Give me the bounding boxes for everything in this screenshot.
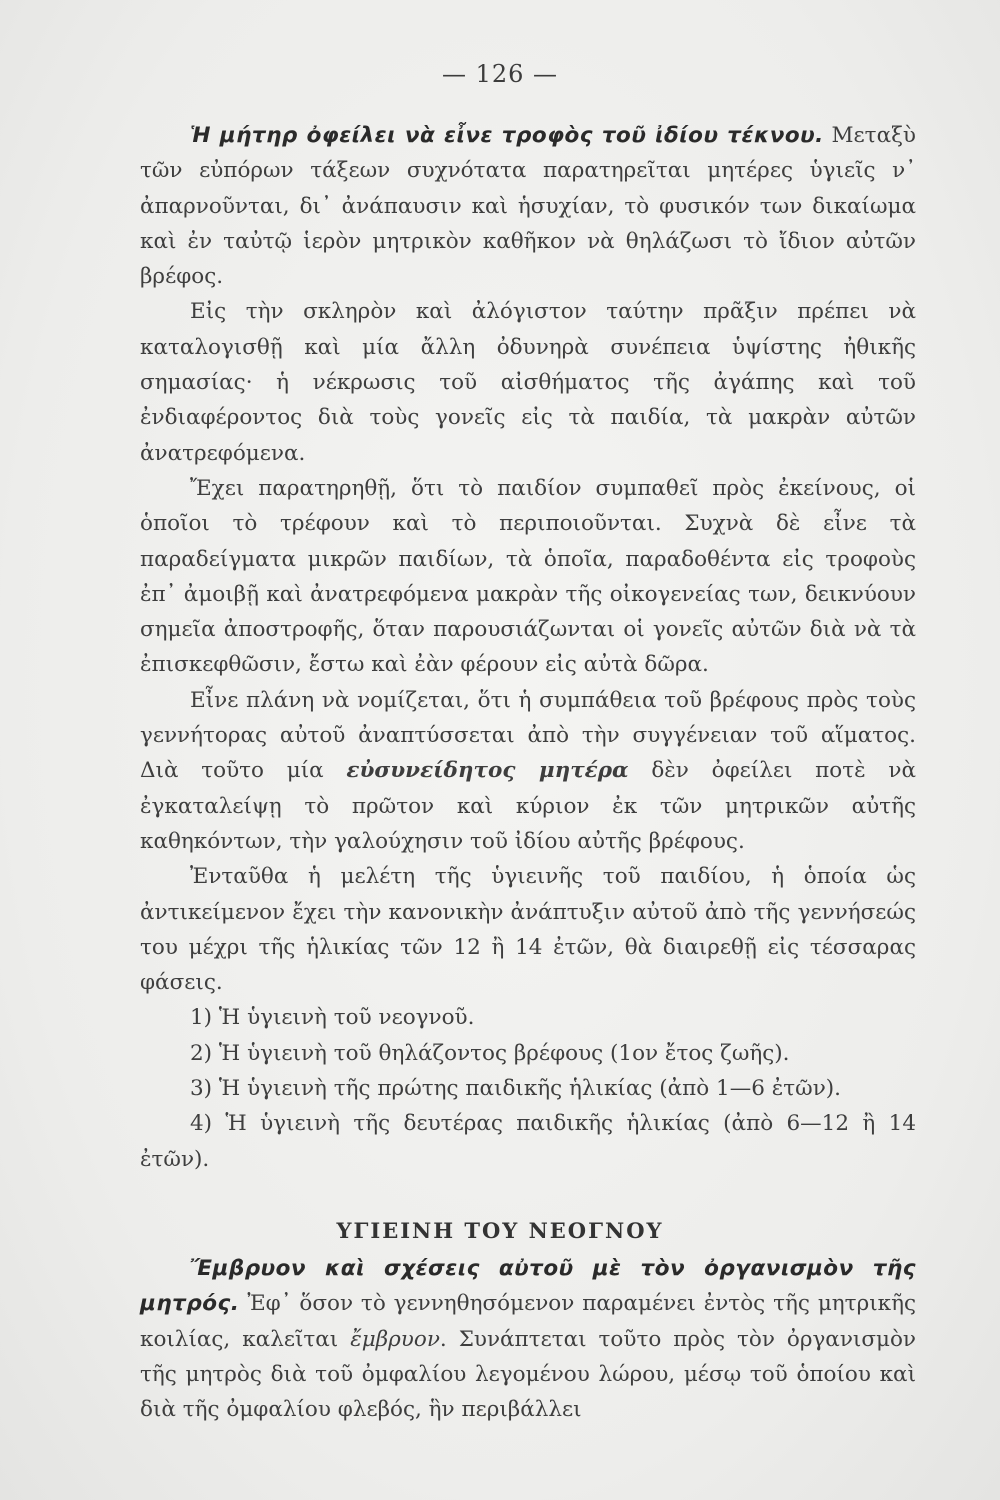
paragraph-lead-heading: Ἔμβρυον καὶ σχέσεις αὐτοῦ μὲ τὸν ὀργανισμὸν τῆς μητρός.	[140, 1256, 916, 1317]
paragraph-text: Εἶνε πλάνη νὰ νομίζεται, ὅτι ἡ συμπάθεια τοῦ βρέφους πρὸς τοὺς γεννήτορας αὐτοῦ ἀναπτύσσεται ἀπὸ τὴν συγγένειαν τοῦ αἵματος. Διὰ τοῦτο μία	[140, 687, 916, 784]
emphasized-phrase: εὐσυνείδητος μητέρα	[346, 758, 629, 784]
section-body	[140, 118, 916, 1177]
paragraph-3: Ἔχει παρατηρηθῇ, ὅτι τὸ παιδίον συμπαθεῖ πρὸς ἐκείνους, οἱ ὁποῖοι τὸ τρέφουν καὶ τὸ περιποιοῦνται. Συχνὰ δὲ εἶνε τὰ παραδείγματα μικρῶν παιδίων, τὰ ὁποῖα, παραδοθέντα εἰς τροφοὺς ἐπ᾿ ἀμοιβῇ καὶ ἀνατρεφόμενα μακρὰν τῆς οἰκογενείας των, δεικνύουν σημεῖα ἀποστροφῆς, ὅταν παρουσιάζωνται οἱ γονεῖς αὐτῶν διὰ νὰ τὰ ἐπισκεφθῶσιν, ἔστω καὶ ἐὰν φέρουν εἰς αὐτὰ δῶρα.	[140, 475, 916, 678]
list-item: 4) Ἡ ὑγιεινὴ τῆς δευτέρας παιδικῆς ἡλικίας (ἀπὸ 6—12 ἢ 14 ἐτῶν).	[140, 1111, 916, 1172]
paragraph-4	[140, 683, 916, 859]
paragraph-text: Ἐφ᾿ ὅσον τὸ γεννηθησόμενον παραμένει ἐντὸς τῆς μητρικῆς κοιλίας, καλεῖται	[140, 1291, 916, 1352]
paragraph-text: . Συνάπτεται τοῦτο πρὸς τὸν ὀργανισμὸν τῆς μητρὸς διὰ τοῦ ὀμφαλίου λεγομένου λώρου, μέσῳ τοῦ ὁποίου καὶ διὰ τῆς ὀμφαλίου φλεβός, ἣν περιβάλλει	[140, 1326, 916, 1423]
paragraph-5: Ἐνταῦθα ἡ μελέτη τῆς ὑγιεινῆς τοῦ παιδίου, ἡ ὁποία ὡς ἀντικείμενον ἔχει τὴν κανονικὴν ἀνάπτυξιν αὐτοῦ ἀπὸ τῆς γεννήσεώς του μέχρι τῆς ἡλικίας τῶν 12 ἢ 14 ἐτῶν, θὰ διαιρεθῇ εἰς τέσσαρας φάσεις.	[140, 864, 916, 996]
section-heading: ΥΓΙΕΙΝΗ ΤΟΥ ΝΕΟΓΝΟΥ	[336, 1218, 664, 1243]
paragraph-2: Εἰς τὴν σκληρὸν καὶ ἀλόγιστον ταύτην πρᾶξιν πρέπει νὰ καταλογισθῇ καὶ μία ἄλλη ὀδυνηρὰ συνέπεια ὑψίστης ἠθικῆς σημασίας· ἡ νέκρωσις τοῦ αἰσθήματος τῆς ἀγάπης καὶ τοῦ ἐνδιαφέροντος διὰ τοὺς γονεῖς εἰς τὰ παιδία, τὰ μακρὰν αὐτῶν ἀνατρεφόμενα.	[140, 299, 916, 466]
paragraph-text: δὲν ὀφείλει ποτὲ νὰ ἐγκαταλείψῃ τὸ πρῶτον καὶ κύριον ἐκ τῶν μητρικῶν αὐτῆς καθηκόντων, τὴν γαλούχησιν τοῦ ἰδίου αὐτῆς βρέφους.	[140, 758, 916, 854]
list-item: 3) Ἡ ὑγιεινὴ τῆς πρώτης παιδικῆς ἡλικίας (ἀπὸ 1—6 ἐτῶν).	[190, 1076, 841, 1102]
paragraph-lead-heading: Ἡ μήτηρ ὀφείλει νὰ εἶνε τροφὸς τοῦ ἰδίου τέκνου.	[190, 123, 824, 148]
paragraph-1	[140, 118, 916, 294]
section-body	[140, 1251, 916, 1427]
paragraph-6	[140, 1251, 916, 1427]
paragraph-text: Μεταξὺ τῶν εὐπόρων τάξεων συχνότατα παρατηρεῖται μητέρες ὑγιεῖς ν᾿ ἀπαρνοῦνται, δι᾿ ἀνάπαυσιν καὶ ἡσυχίαν, τὸ φυσικόν των δικαίωμα καὶ ἐν ταὐτῷ ἱερὸν μητρικὸν καθῆκον νὰ θηλάζωσι τὸ ἴδιον αὐτῶν βρέφος.	[140, 123, 916, 290]
list-item: 1) Ἡ ὑγιεινὴ τοῦ νεογνοῦ.	[190, 1005, 475, 1031]
list-item: 2) Ἡ ὑγιεινὴ τοῦ θηλάζοντος βρέφους (1ον ἔτος ζωῆς).	[190, 1040, 790, 1066]
emphasized-term: ἔμβρυον	[350, 1326, 440, 1352]
page-number: — 126 —	[441, 60, 559, 88]
